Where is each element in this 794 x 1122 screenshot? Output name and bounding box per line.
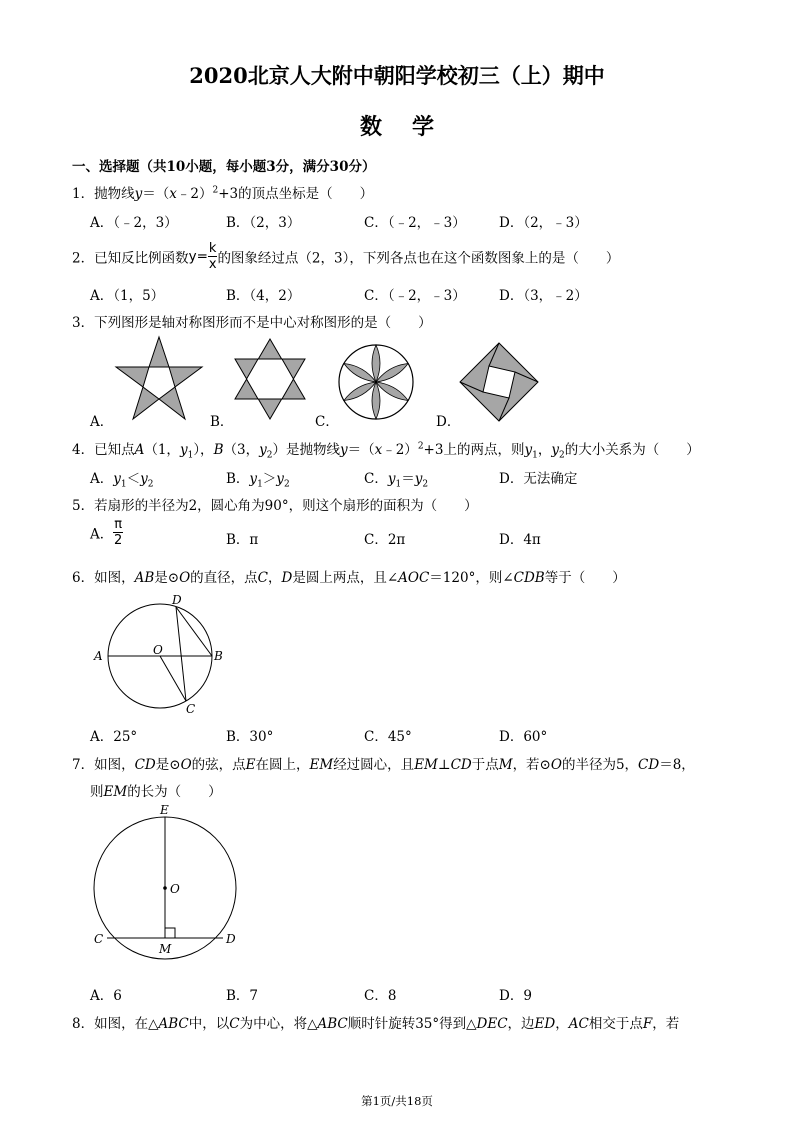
q6-label-c: C [186, 702, 196, 716]
q5-option-c: C．2π [364, 532, 406, 548]
q5-fraction: $\frac{\pi}{2}$ [114, 517, 123, 548]
q7-option-d: D．9 [499, 988, 532, 1004]
q7-label-c: C [94, 932, 104, 946]
question-7-line2: 则EM的长为（ ） [90, 784, 222, 800]
q6-label-o: O [153, 643, 163, 657]
page-title: 2020北京人大附中朝阳学校初三（上）期中 [189, 63, 605, 88]
q4-option-b: B．$y_1>y_2$ [226, 471, 290, 490]
q6-circle-diagram [92, 592, 228, 718]
q5-option-b: B．π [226, 532, 259, 548]
q7-option-b: B．7 [226, 988, 259, 1004]
q6-label-a: A [94, 649, 103, 663]
q3-option-b: B． [210, 414, 234, 430]
pinwheel-square-figure [459, 342, 539, 422]
hexagram-figure [234, 338, 306, 420]
q7-label-d: D [226, 932, 236, 946]
q6-option-c: C．45° [364, 729, 412, 745]
q2-option-b: B．（4，2） [226, 288, 301, 304]
question-7: 7．如图，CD是⊙O的弦，点E在圆上，EM经过圆心，且EM⊥CD于点M，若⊙O的半径为5，CD＝8， [72, 757, 695, 773]
section-heading: 一、选择题（共10小题，每小题3分，满分30分） [72, 159, 376, 175]
q2-fraction: $\frac{k}{x}$ [208, 241, 217, 272]
q3-option-d: D． [436, 414, 461, 430]
q6-label-d: D [172, 593, 182, 607]
q2-option-d: D．（3，﹣2） [499, 288, 588, 304]
q4-option-d: D．无法确定 [499, 471, 578, 487]
q6-option-d: D．60° [499, 729, 548, 745]
q6-option-a: A．25° [90, 729, 138, 745]
q1-option-d: D．（2，﹣3） [499, 215, 588, 231]
q7-option-a: A．6 [90, 988, 122, 1004]
flower-circle-figure [337, 343, 415, 421]
question-1: 1．抛物线y＝（x﹣2）$^2$+3的顶点坐标是（ ） [72, 185, 374, 202]
q2-option-c: C．（﹣2，﹣3） [364, 288, 466, 304]
question-5: 5．若扇形的半径为2，圆心角为90°，则这个扇形的面积为（ ） [72, 498, 478, 514]
q1-option-a: A．（﹣2，3） [90, 215, 178, 231]
q6-option-b: B．30° [226, 729, 274, 745]
q7-option-c: C．8 [364, 988, 397, 1004]
star-figure [114, 335, 204, 423]
q4-option-a: A．$y_1<y_2$ [90, 471, 154, 490]
page-footer: 第1页/共18页 [361, 1094, 433, 1108]
subject-heading: 数学 [359, 114, 464, 140]
question-8: 8．如图，在△ABC中，以C为中心，将△ABC顺时针旋转35°得到△DEC，边ED，AC相交于点F，若 [72, 1016, 680, 1032]
question-3: 3．下列图形是轴对称图形而不是中心对称图形的是（ ） [72, 315, 432, 331]
q7-label-m: M [159, 942, 172, 956]
q5-option-a: A． $\frac{\pi}{2}$ [90, 517, 123, 548]
q7-label-e: E [160, 803, 169, 817]
q6-label-b: B [214, 649, 223, 663]
q4-option-c: C．$y_1=y_2$ [364, 471, 429, 490]
q7-label-o: O [170, 882, 180, 896]
question-2: 2．已知反比例函数y= $\frac{k}{x}$ 的图象经过点（2，3），下列各点也在这个函数图象上的是（ ） [72, 241, 620, 272]
question-4: 4．已知点A（1，$y_1$），B（3，$y_2$）是抛物线y＝（x﹣2）$^2$+3上的两点，则$y_1$，$y_2$的大小关系为（ ） [72, 441, 700, 461]
q3-option-a: A． [90, 414, 114, 430]
question-6: 6．如图，AB是⊙O的直径，点C，D是圆上两点，且∠AOC＝120°，则∠CDB等于（ ） [72, 570, 626, 586]
q3-option-c: C． [315, 414, 339, 430]
q5-option-d: D．4π [499, 532, 541, 548]
q1-option-b: B．（2，3） [226, 215, 301, 231]
q1-option-c: C．（﹣2，﹣3） [364, 215, 466, 231]
q7-circle-diagram [92, 803, 242, 956]
q2-option-a: A．（1，5） [90, 288, 165, 304]
